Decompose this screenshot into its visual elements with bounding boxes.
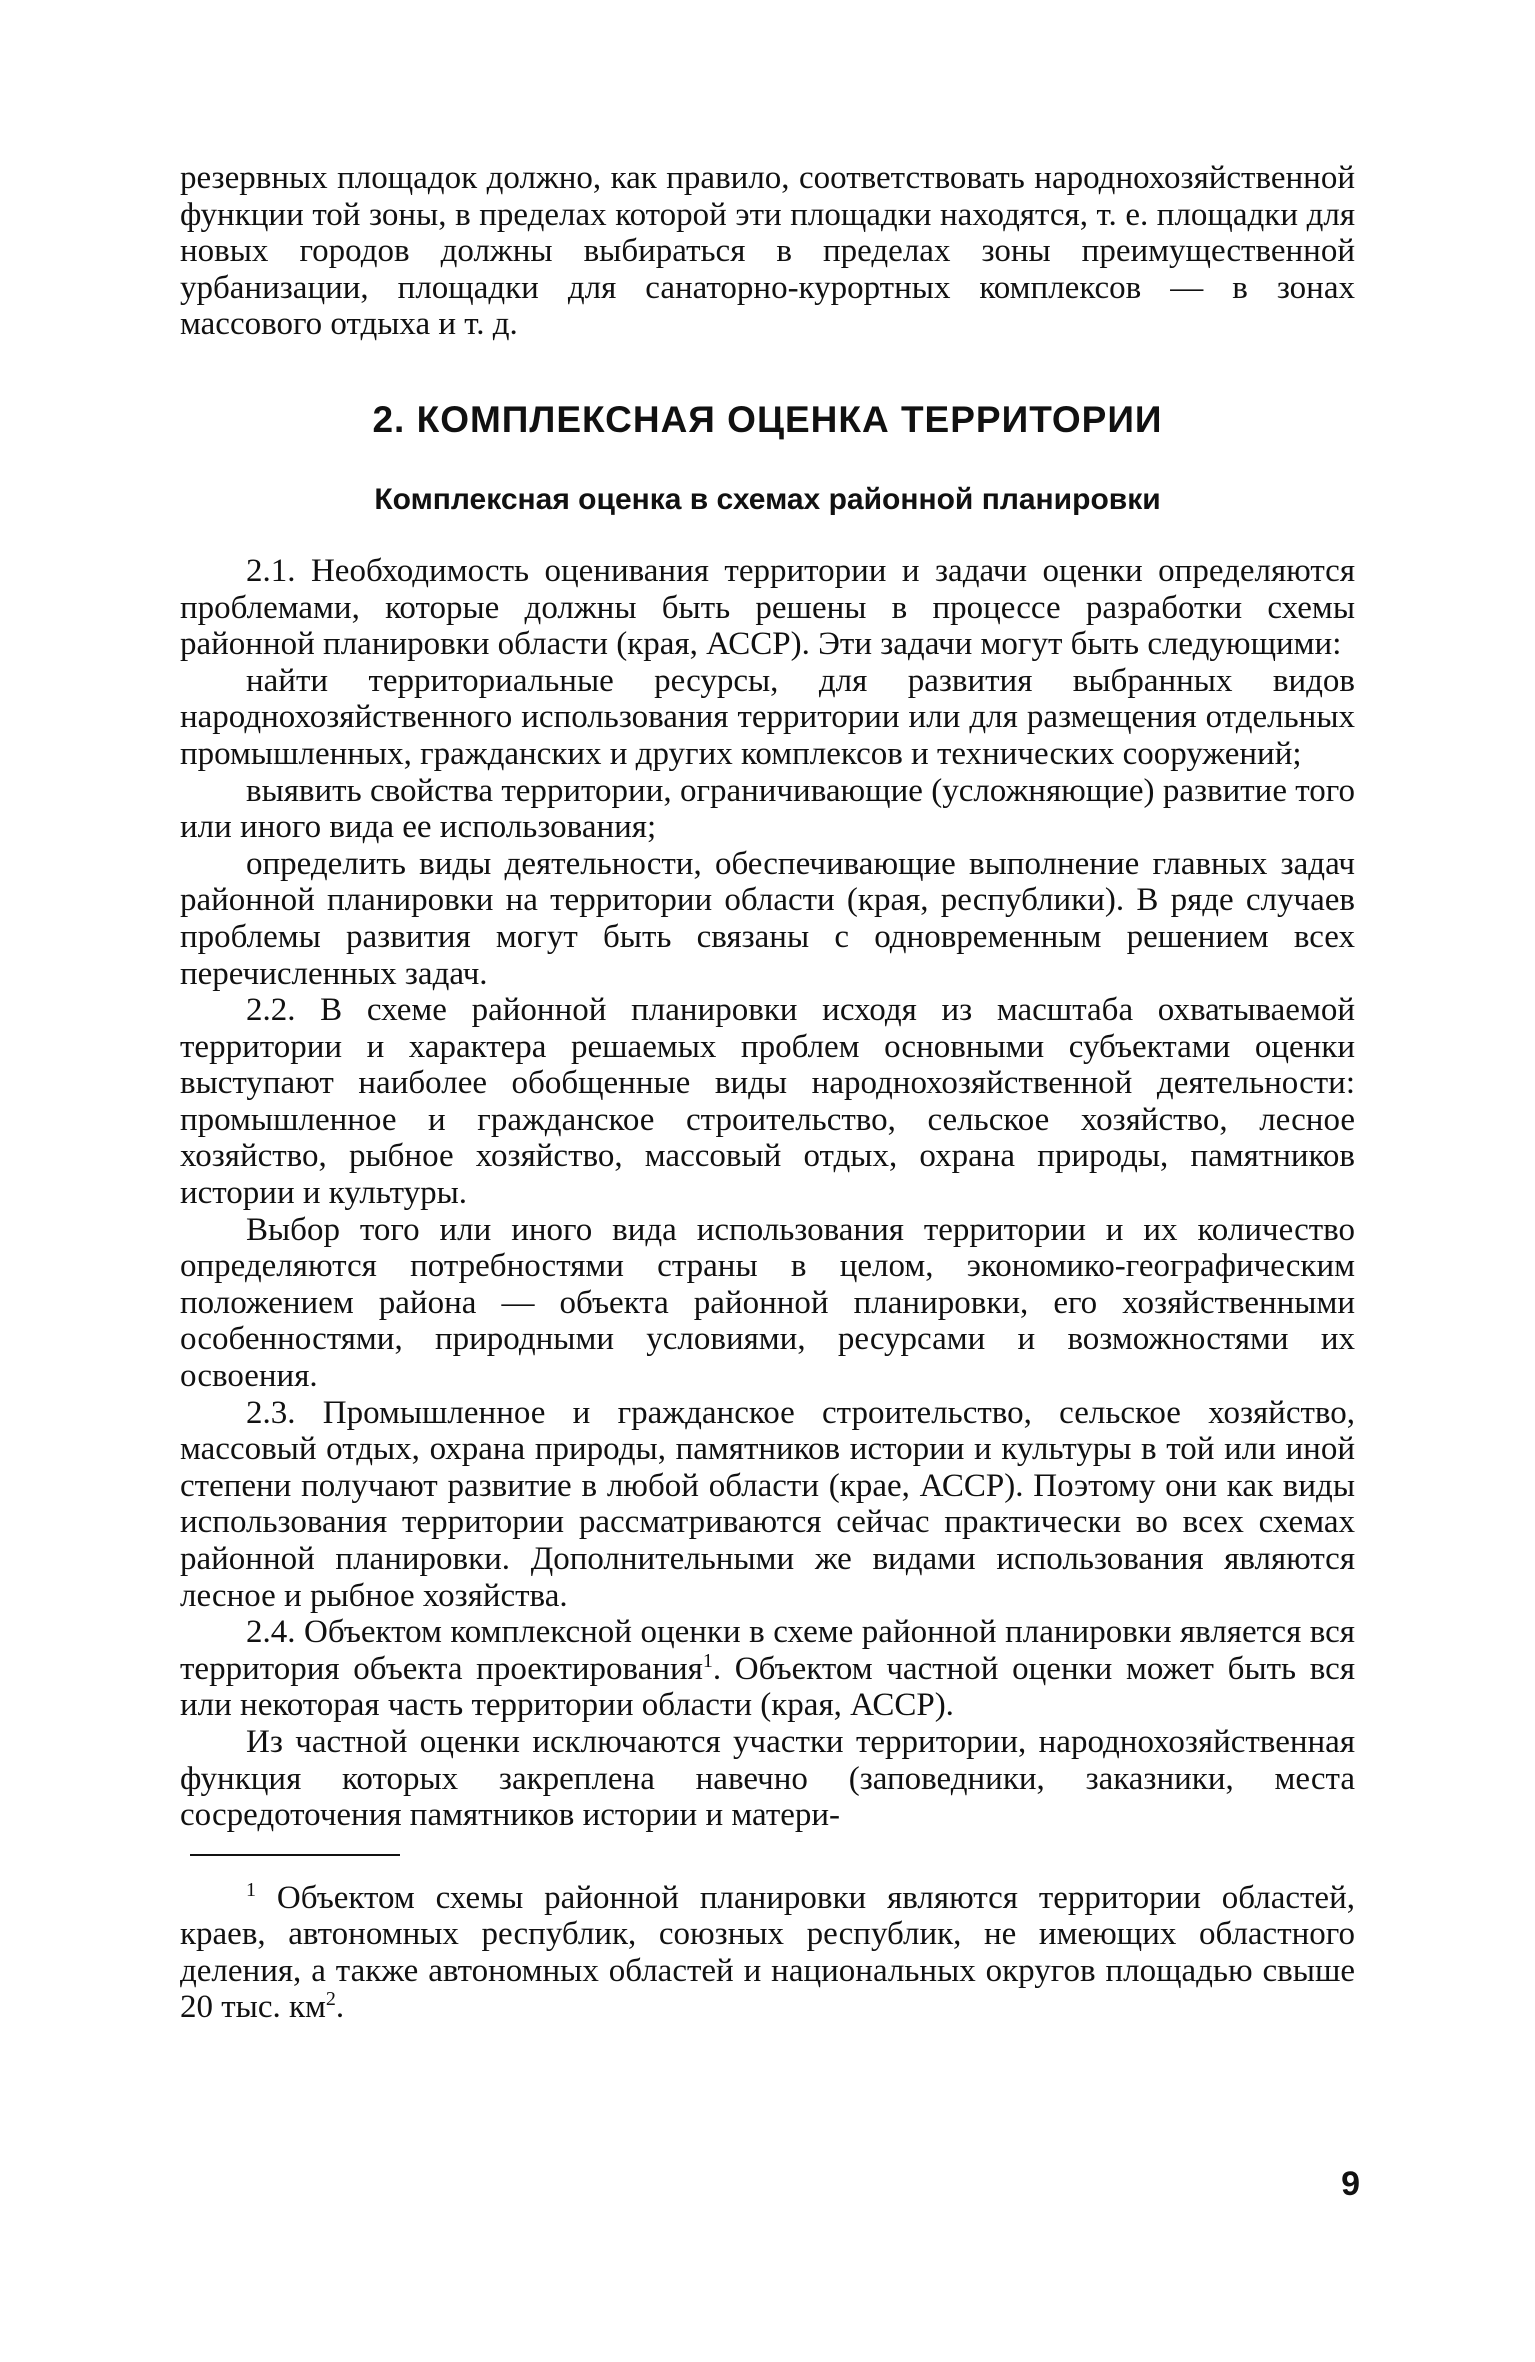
footnote-marker: 1 bbox=[246, 1878, 256, 1901]
section-title: 2. КОМПЛЕКСНАЯ ОЦЕНКА ТЕРРИТОРИИ bbox=[372, 398, 1163, 440]
paragraph-task-3: определить виды деятельности, обеспечивающие выполнение главных задач районной планировки на территории области (края, республики). В ряде случаев проблемы развития могут быть связаны с одновременным решением всех перечисленных задач. bbox=[180, 845, 1355, 992]
paragraph-intro: резервных площадок должно, как правило, соответствовать народнохозяйственной функции той зоны, в пределах которой эти площадки находятся, т. е. площадки для новых городов должны выбираться в пределах зоны преимущественной урбанизации, площадки для санаторно-курортных комплексов — в зонах массового отдыха и т. д. bbox=[180, 160, 1355, 343]
paragraph-2-1: 2.1. Необходимость оценивания территории и задачи оценки определяются проблемами, которые должны быть решены в процессе разработки схемы районной планировки области (края, АССР). Эти задачи могут быть следующими: bbox=[180, 552, 1355, 663]
paragraph-2-3: 2.3. Промышленное и гражданское строительство, сельское хозяйство, массовый отдых, охрана природы, памятников истории и культуры в той или иной степени получают развитие в любой области (крае, АССР). Поэтому они как виды использования территории рассматриваются сейчас практически во всех схемах районной планировки. Дополнительными же видами использования являются лесное и рыбное хозяйства. bbox=[180, 1394, 1355, 1614]
paragraph-choice: Выбор того или иного вида использования территории и их количество определяются потребностями страны в целом, экономико-географическим положением района — объекта районной планировки, его хозяйственными особенностями, природными условиями, ресурсами и возможностями их освоения. bbox=[180, 1211, 1355, 1395]
footnote-text: Объектом схемы районной планировки являются территории областей, краев, автономных республик, союзных республик, не имеющих областного деления, а также автономных областей и национальных округов площадью свыше 20 тыс. км bbox=[180, 1879, 1355, 2026]
page-number: 9 bbox=[1341, 2165, 1360, 2203]
footnote-end: . bbox=[335, 1989, 345, 2026]
paragraph-2-4-text-end: . Объектом частной оценки может быть вся или некоторая часть территории области (края, АССР). bbox=[180, 1650, 1355, 1724]
footnote-divider bbox=[190, 1854, 400, 1856]
paragraph-2-4-text: 2.4. Объектом комплексной оценки в схеме районной планировки является вся территория объекта проектирования bbox=[180, 1614, 1355, 1687]
paragraph-2-4 bbox=[180, 1614, 1355, 1724]
page-body bbox=[180, 160, 1355, 2026]
footnote bbox=[180, 1880, 1355, 2026]
paragraph-task-1: найти территориальные ресурсы, для развития выбранных видов народнохозяйственного использования территории или для размещения отдельных промышленных, гражданских и других комплексов и технических сооружений; bbox=[180, 662, 1355, 772]
paragraph-task-2: выявить свойства территории, ограничивающие (усложняющие) развитие того или иного вида ее использования; bbox=[180, 772, 1355, 846]
subsection-title: Комплексная оценка в схемах районной планировки bbox=[374, 482, 1161, 516]
footnote-reference[interactable]: 1 bbox=[702, 1649, 713, 1672]
paragraph-exclusion: Из частной оценки исключаются участки территории, народнохозяйственная функция которых закреплена навечно (заповедники, заказники, места сосредоточения памятников истории и матери- bbox=[180, 1723, 1355, 1834]
footnote-unit-power: 2 bbox=[325, 1988, 336, 2011]
paragraph-2-2: 2.2. В схеме районной планировки исходя из масштаба охватываемой территории и характера решаемых проблем основными субъектами оценки выступают наиболее обобщенные виды народнохозяйственной деятельности: промышленное и гражданское строительство, сельское хозяйство, лесное хозяйство, рыбное хозяйство, массовый отдых, охрана природы, памятников истории и культуры. bbox=[180, 992, 1355, 1212]
